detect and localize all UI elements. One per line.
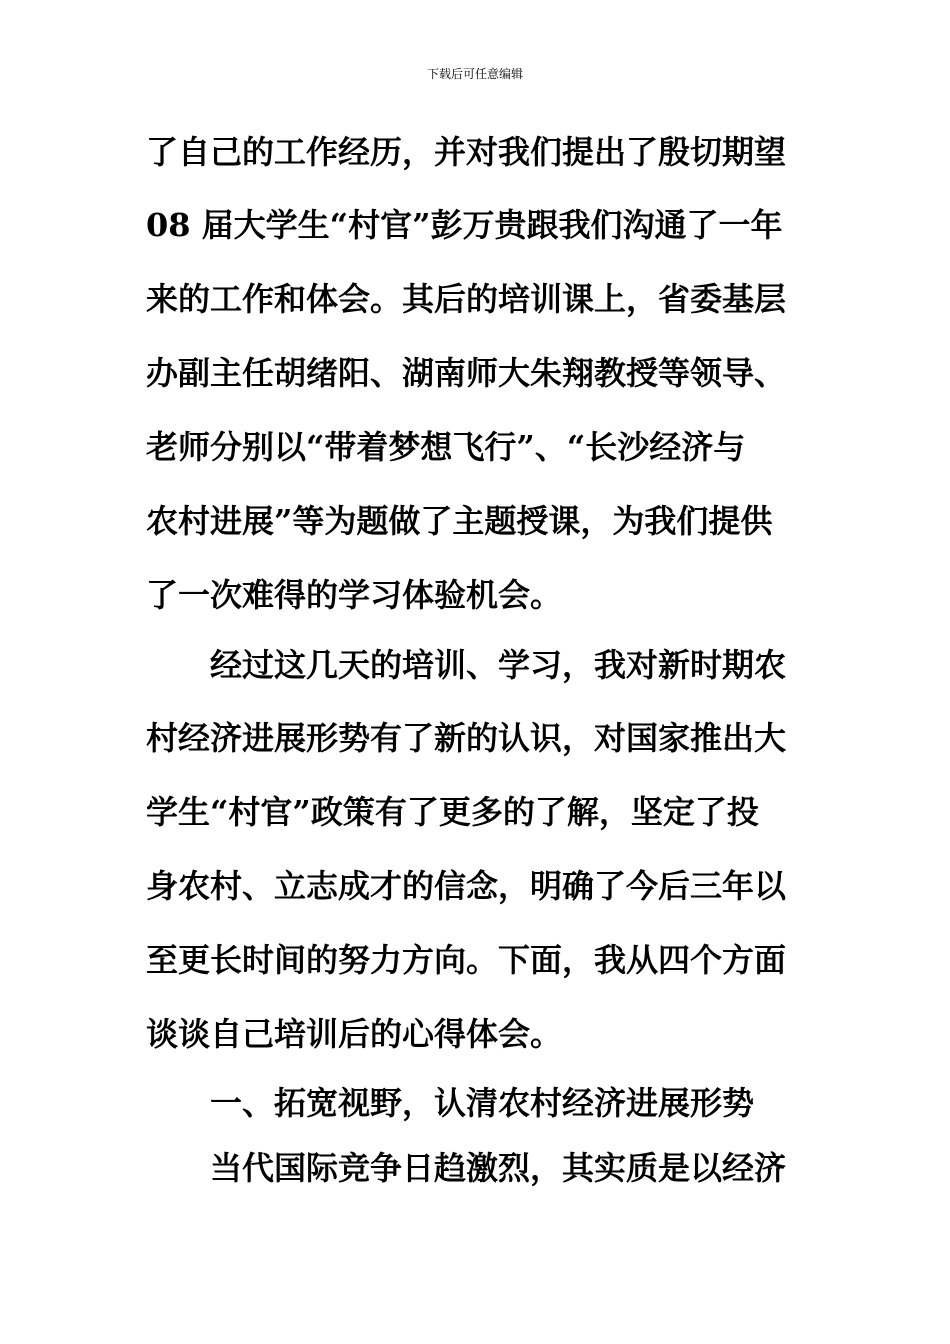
- text-line: 至更长时间的努力方向。下面，我从四个方面: [146, 941, 787, 979]
- text-line: 谈谈自己培训后的心得体会。: [146, 1015, 563, 1053]
- text-line: 了自己的工作经历，并对我们提出了殷切期望: [146, 133, 787, 171]
- text-line: 村经济进展形势有了新的认识，对国家推出大: [146, 719, 787, 757]
- text-line: 农村进展”等为题做了主题授课，为我们提供: [146, 502, 773, 540]
- paragraph-start-line: 经过这几天的培训、学习，我对新时期农: [210, 646, 787, 684]
- text-line: 来的工作和体会。其后的培训课上，省委基层: [146, 280, 787, 318]
- text-line: 08 届大学生“村官”彭万贵跟我们沟通了一年: [146, 206, 783, 244]
- text-line: 办副主任胡绪阳、湖南师大朱翔教授等领导、: [146, 354, 787, 392]
- paragraph-start-line: 当代国际竞争日趋激烈，其实质是以经济: [210, 1149, 787, 1187]
- text-line: 学生“村官”政策有了更多的了解，坚定了投: [146, 793, 759, 831]
- text-line: 身农村、立志成才的信念，明确了今后三年以: [146, 867, 787, 905]
- text-line: 了一次难得的学习体验机会。: [146, 576, 563, 614]
- section-heading: 一、拓宽视野，认清农村经济进展形势: [210, 1084, 755, 1122]
- page-header: 下载后可任意编辑: [426, 67, 523, 81]
- text-line: 老师分别以“带着梦想飞行”、“长沙经济与: [146, 428, 746, 466]
